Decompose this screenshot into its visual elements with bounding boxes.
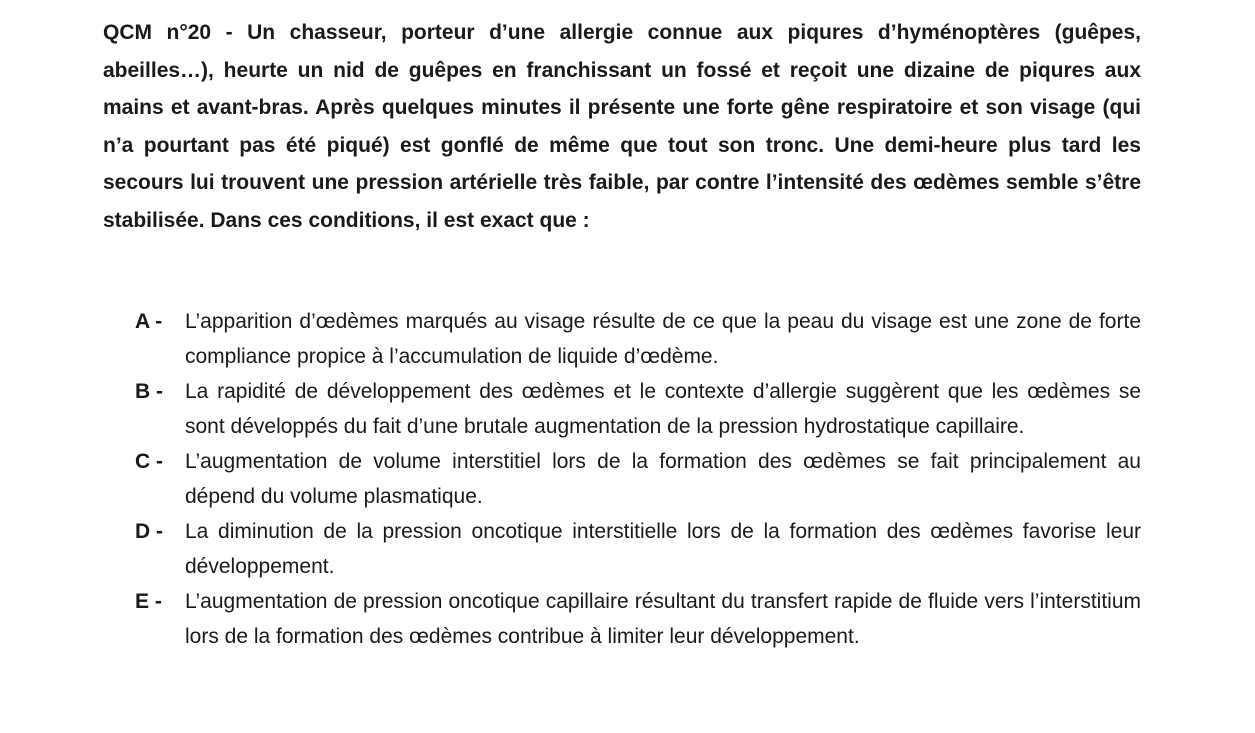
answer-options-list	[135, 305, 1141, 654]
option-letter: B -	[135, 380, 163, 403]
option-b	[135, 375, 1141, 444]
option-text: L’augmentation de pression oncotique capillaire résultant du transfert rapide de fluide vers l’interstitium lors de la formation des œdèmes contribue à limiter leur développement.	[185, 590, 1141, 648]
option-letter: A -	[135, 310, 163, 333]
option-d	[135, 515, 1141, 584]
option-text: La diminution de la pression oncotique interstitielle lors de la formation des œdèmes favorise leur développement.	[185, 520, 1141, 578]
question-label: QCM n°20	[103, 21, 212, 44]
question-separator: -	[211, 21, 248, 44]
option-e	[135, 585, 1141, 654]
option-text: La rapidité de développement des œdèmes et le contexte d’allergie suggèrent que les œdèmes se sont développés du fait d’une brutale augmentation de la pression hydrostatique capillaire.	[185, 380, 1141, 438]
option-a	[135, 305, 1141, 374]
option-text: L’apparition d’œdèmes marqués au visage résulte de ce que la peau du visage est une zone de forte compliance propice à l’accumulation de liquide d’œdème.	[185, 310, 1141, 368]
option-text: L’augmentation de volume interstitiel lors de la formation des œdèmes se fait principalement au dépend du volume plasmatique.	[185, 450, 1141, 508]
option-letter: C -	[135, 450, 163, 473]
question-text: Un chasseur, porteur d’une allergie connue aux piqures d’hyménoptères (guêpes, abeilles…), heurte un nid de guêpes en franchissant un fossé et reçoit une dizaine de piqures aux mains et avant-bras. Après quelques minutes il présente une forte gêne respiratoire et son visage (qui n’a pourtant pas été piqué) est gonflé de même que tout son tronc. Une demi-heure plus tard les secours lui trouvent une pression artérielle très faible, par contre l’intensité des œdèmes semble s’être stabilisée. Dans ces conditions, il est exact que :	[103, 21, 1141, 232]
option-letter: E -	[135, 590, 162, 613]
question-stem	[103, 14, 1141, 239]
option-letter: D -	[135, 520, 163, 543]
option-c	[135, 445, 1141, 514]
